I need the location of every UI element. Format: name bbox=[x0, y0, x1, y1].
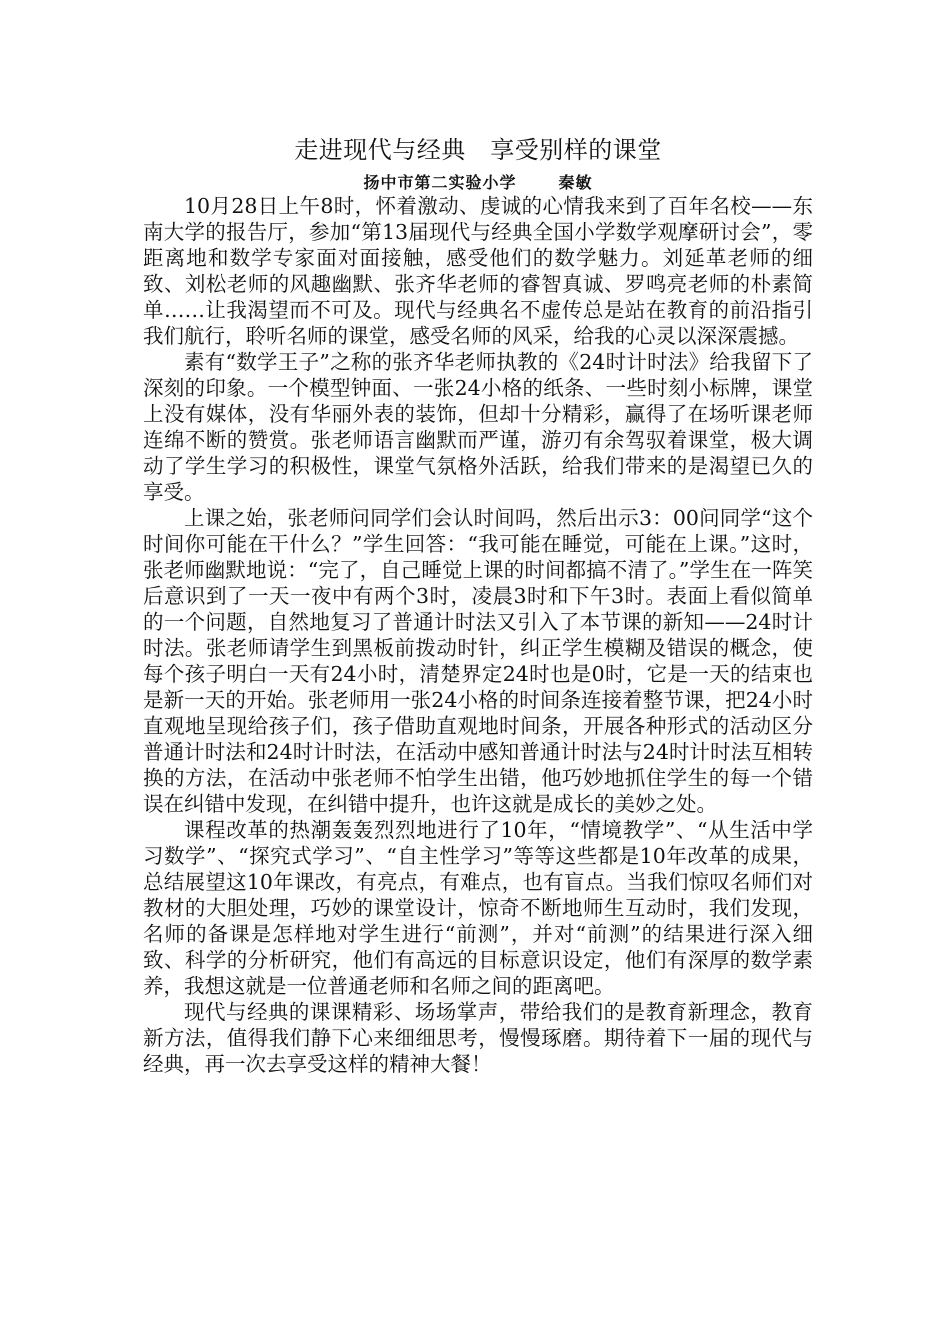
paragraph-3: 上课之始，张老师问同学们会认时间吗，然后出示3：00问同学“这个时间你可能在干什么？”学生回答：“我可能在睡觉，可能在上课。”这时，张老师幽默地说：“完了，自己睡觉上课的时间都搞不清了。”学生在一阵笑后意识到了一天一夜中有两个3时，凌晨3时和下午3时。表面上看似简单的一个问题，自然地复习了普通计时法又引入了本节课的新知——24时计时法。张老师请学生到黑板前拨动时针，纠正学生模糊及错误的概念，使每个孩子明白一天有24小时，清楚界定24时也是0时，它是一天的结束也是新一天的开始。张老师用一张24小格的时间条连接着整节课，把24小时直观地呈现给孩子们，孩子借助直观地时间条，开展各种形式的活动区分普通计时法和24时计时法，在活动中感知普通计时法与24时计时法互相转换的方法，在活动中张老师不怕学生出错，他巧妙地抓住学生的每一个错误在纠错中发现，在纠错中提升，也许这就是成长的美妙之处。 bbox=[143, 506, 813, 816]
paragraph-1: 10月28日上午8时，怀着激动、虔诚的心情我来到了百年名校——东南大学的报告厅，参加“第13届现代与经典全国小学数学观摩研讨会”，零距离地和数学专家面对面接触，感受他们的数学魅力。刘延革老师的细致、刘松老师的风趣幽默、张齐华老师的睿智真诚、罗鸣亮老师的朴素简单……让我渴望而不可及。现代与经典名不虚传总是站在教育的前沿指引我们航行，聆听名师的课堂，感受名师的风采，给我的心灵以深深震撼。 bbox=[143, 194, 813, 348]
author-school: 扬中市第二实验小学 bbox=[363, 173, 517, 192]
paragraph-2: 素有“数学王子”之称的张齐华老师执教的《24时计时法》给我留下了深刻的印象。一个模型钟面、一张24小格的纸条、一些时刻小标牌，课堂上没有媒体，没有华丽外表的装饰，但却十分精彩，赢得了在场听课老师连绵不断的赞赏。张老师语言幽默而严谨，游刃有余驾驭着课堂，极大调动了学生学习的积极性，课堂气氛格外活跃，给我们带来的是渴望已久的享受。 bbox=[143, 350, 813, 504]
author-name: 秦敏 bbox=[558, 173, 593, 192]
article-title: 走进现代与经典 享受别样的课堂 bbox=[294, 136, 662, 164]
paragraph-5: 现代与经典的课课精彩、场场掌声，带给我们的是教育新理念，教育新方法，值得我们静下心来细细思考，慢慢琢磨。期待着下一届的现代与经典，再一次去享受这样的精神大餐！ bbox=[143, 1000, 813, 1076]
paragraph-4: 课程改革的热潮轰轰烈烈地进行了10年，“情境教学”、“从生活中学习数学”、“探究式学习”、“自主性学习”等等这些都是10年改革的成果，总结展望这10年课改，有亮点，有难点，也有盲点。当我们惊叹名师们对教材的大胆处理，巧妙的课堂设计，惊奇不断地师生互动时，我们发现，名师的备课是怎样地对学生进行“前测”，并对“前测”的结果进行深入细致、科学的分析研究，他们有高远的目标意识设定，他们有深厚的数学素养，我想这就是一位普通老师和名师之间的距离吧。 bbox=[143, 818, 813, 998]
author-byline bbox=[143, 173, 813, 193]
article bbox=[143, 134, 813, 1077]
